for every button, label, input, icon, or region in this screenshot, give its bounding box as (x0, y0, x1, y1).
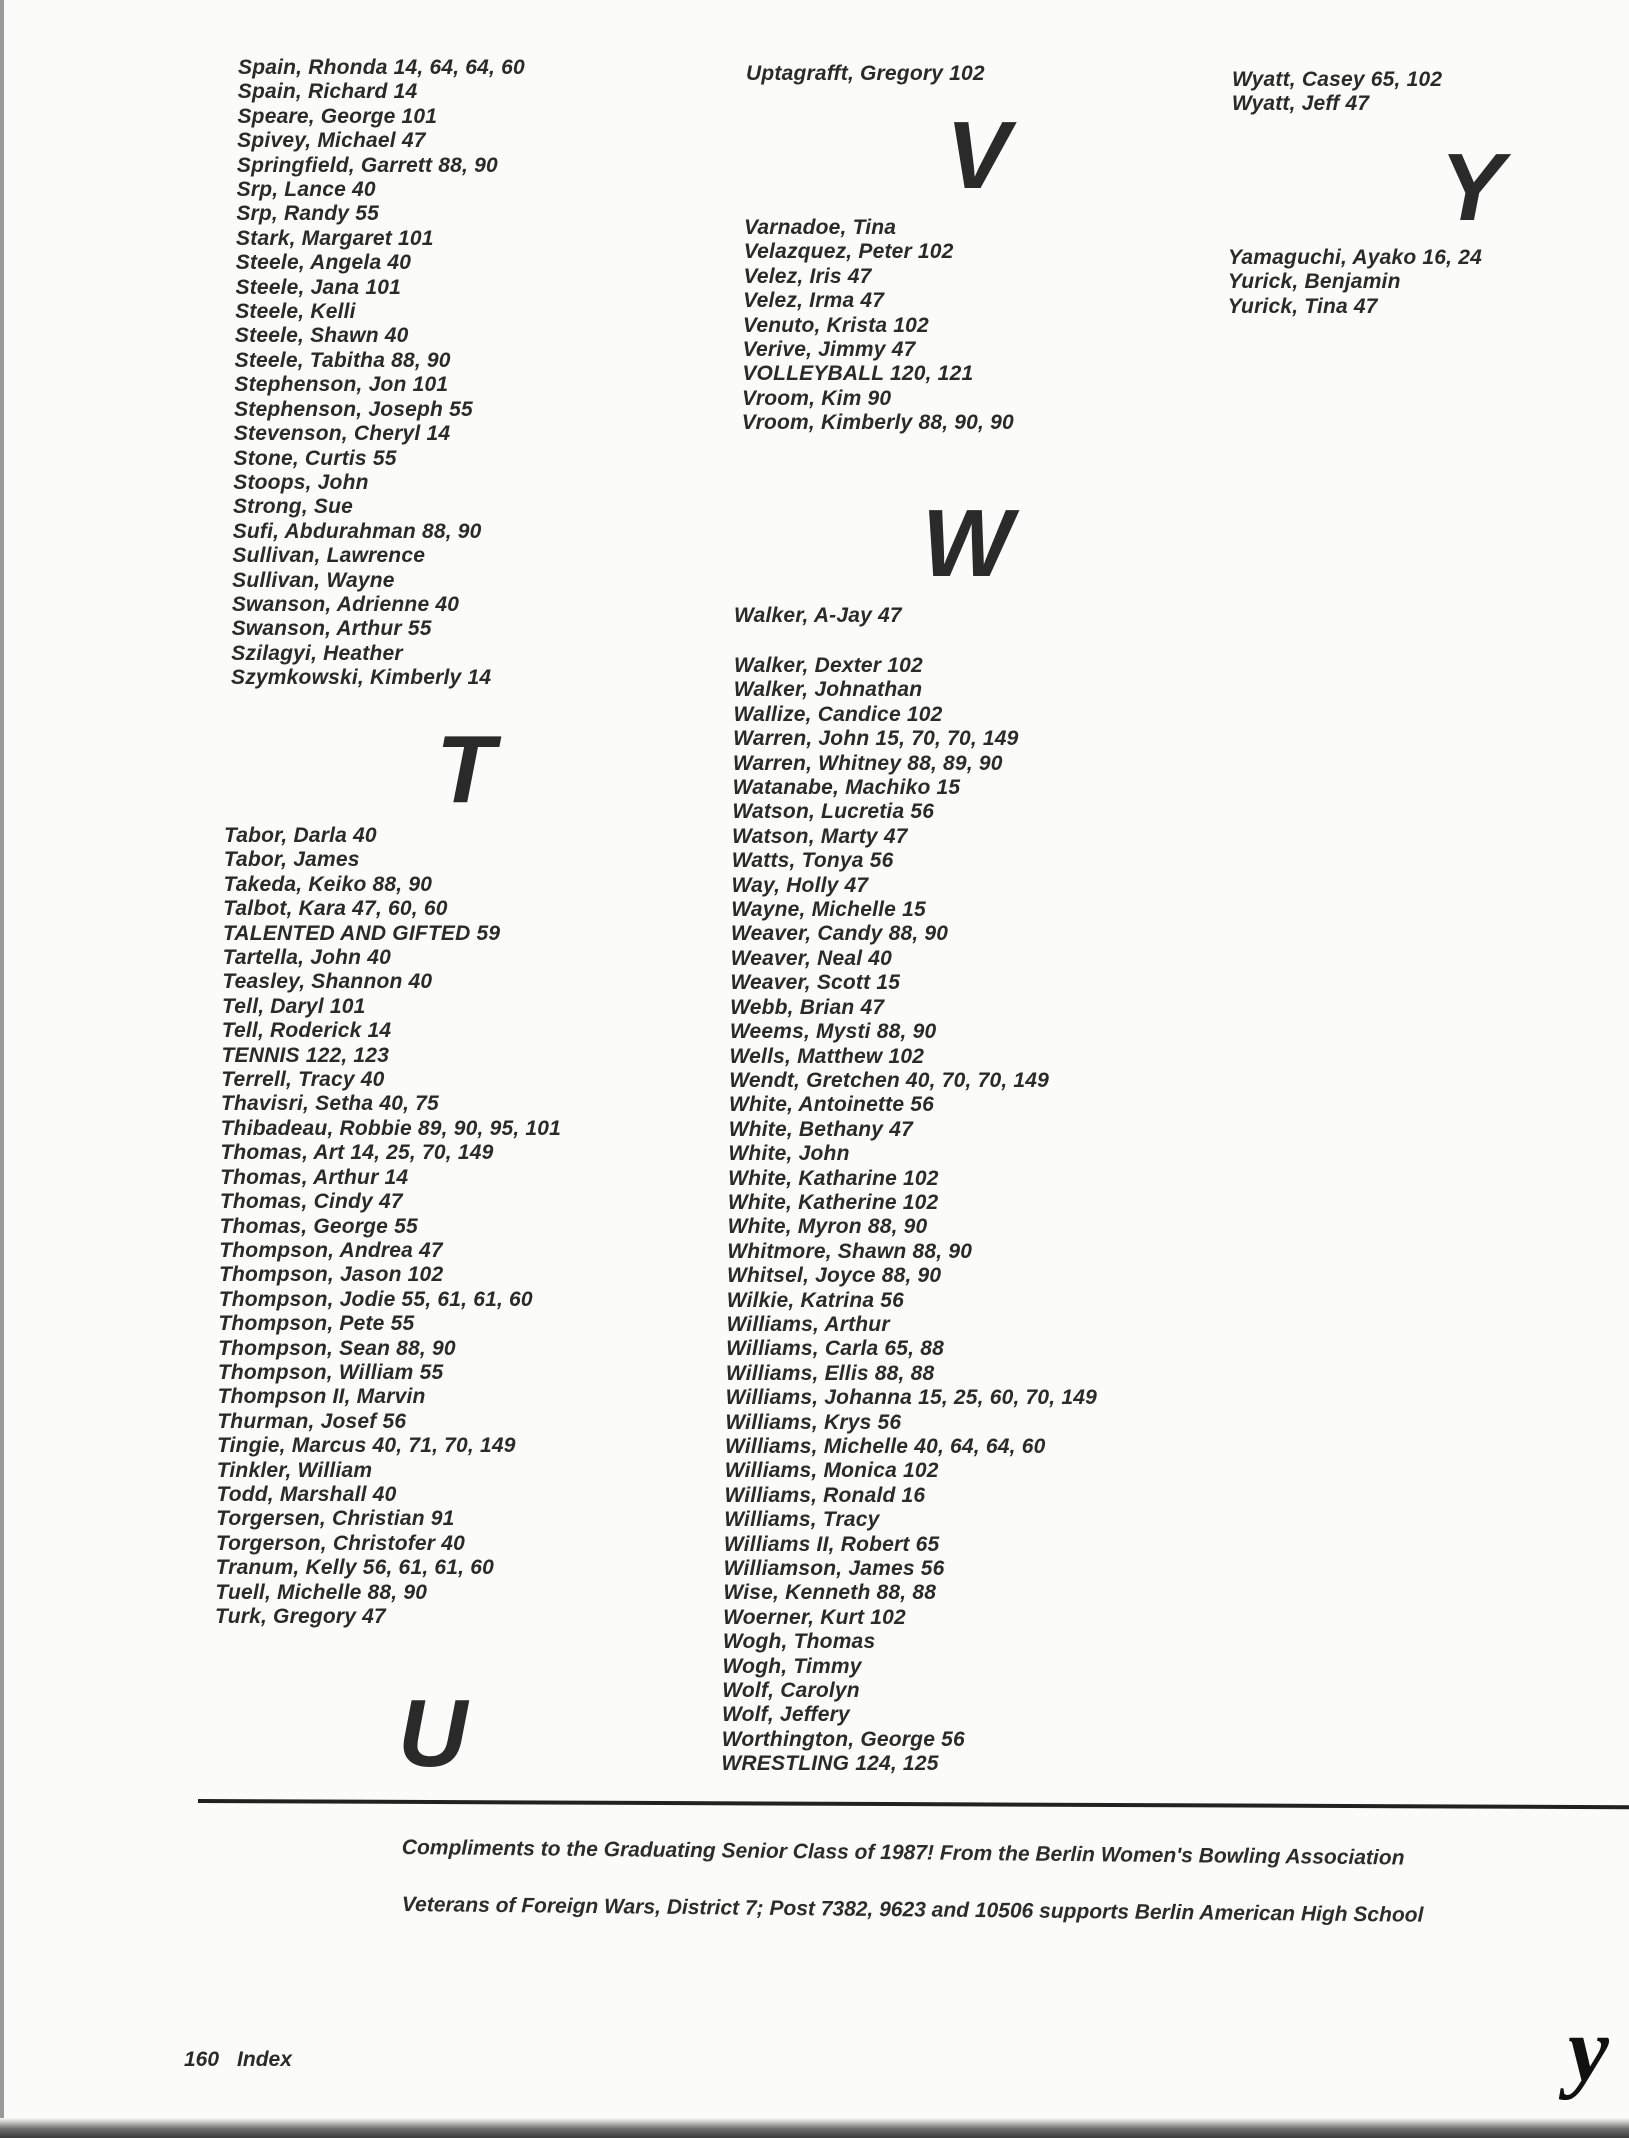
index-column-2-u (746, 62, 985, 86)
index-entry: Srp, Lance 40 (236, 178, 376, 202)
index-entry: Vroom, Kim 90 (742, 386, 892, 410)
index-entry: Wogh, Timmy (722, 1654, 862, 1678)
index-entry: Todd, Marshall 40 (216, 1482, 397, 1506)
page-number: 160 (184, 2048, 220, 2071)
index-entry: Stark, Margaret 101 (236, 226, 434, 250)
index-entry: Watts, Tonya 56 (731, 849, 894, 873)
footer-rule (198, 1799, 1629, 1809)
index-entry: Yurick, Benjamin (1227, 270, 1401, 294)
index-entry: White, Myron 88, 90 (727, 1215, 928, 1239)
index-entry: Williams, Michelle 40, 64, 64, 60 (725, 1435, 1046, 1458)
index-entry: Verive, Jimmy 47 (742, 338, 916, 362)
section-letter-y: Y (1440, 134, 1505, 241)
index-entry: Walker, Johnathan (733, 678, 923, 702)
index-entry: Wolf, Jeffery (721, 1703, 850, 1727)
index-entry: Watanabe, Machiko 15 (732, 776, 961, 800)
index-entry: White, John (728, 1142, 850, 1166)
index-entry: Steele, Shawn 40 (234, 324, 409, 348)
index-entry: Thavisri, Setha 40, 75 (220, 1092, 439, 1116)
index-entry: Venuto, Krista 102 (742, 313, 929, 337)
index-entry: Spain, Richard 14 (237, 80, 418, 104)
index-entry: Williams, Arthur (726, 1312, 890, 1336)
index-entry: Szymkowski, Kimberly 14 (231, 666, 492, 690)
index-entry: Thomas, Arthur 14 (220, 1165, 409, 1189)
index-entry: Steele, Angela 40 (235, 251, 412, 275)
section-letter-w: W (922, 490, 1013, 597)
index-entry: VOLLEYBALL 120, 121 (742, 362, 974, 386)
index-entry: White, Katherine 102 (727, 1190, 939, 1214)
index-entry: Williams, Ellis 88, 88 (725, 1361, 935, 1385)
index-entry: Thomas, Cindy 47 (219, 1190, 403, 1214)
index-entry: Yurick, Tina 47 (1227, 294, 1378, 318)
index-section-u (746, 62, 985, 86)
index-section-s (231, 56, 525, 691)
index-section-w-continued (1232, 68, 1442, 117)
page-bottom-edge (0, 2118, 1629, 2138)
index-entry: White, Antoinette 56 (728, 1093, 935, 1117)
index-entry: White, Katharine 102 (728, 1166, 939, 1190)
index-entry: Stephenson, Jon 101 (234, 373, 449, 397)
index-entry: Walker, A-Jay 47 (734, 604, 902, 627)
index-entry: Uptagrafft, Gregory 102 (746, 62, 985, 85)
index-entry: Springfield, Garrett 88, 90 (236, 153, 498, 177)
folio-section: Index (237, 2048, 292, 2071)
index-entry: Steele, Tabitha 88, 90 (234, 348, 451, 372)
index-entry: Woerner, Kurt 102 (723, 1605, 906, 1629)
index-entry: Yamaguchi, Ayako 16, 24 (1228, 246, 1482, 269)
index-entry: Williams, Monica 102 (724, 1459, 939, 1483)
index-section-w (721, 654, 1098, 1777)
index-entry: Vroom, Kimberly 88, 90, 90 (741, 411, 1014, 435)
index-entry: Weaver, Neal 40 (730, 946, 893, 970)
index-entry: Wyatt, Casey 65, 102 (1232, 68, 1443, 91)
index-entry: Velez, Irma 47 (743, 289, 885, 313)
index-entry: Stephenson, Joseph 55 (234, 397, 473, 421)
index-entry: Tabor, James (223, 848, 360, 872)
index-entry: Thompson, Sean 88, 90 (218, 1336, 456, 1360)
index-entry: Varnadoe, Tina (744, 216, 897, 239)
section-letter-u: U (398, 1680, 468, 1787)
index-entry: Watson, Marty 47 (732, 824, 908, 848)
index-column-2-v (741, 216, 1014, 436)
index-entry: Tell, Roderick 14 (221, 1019, 392, 1043)
index-column-2-w-first (734, 604, 902, 628)
index-entry: TENNIS 122, 123 (221, 1043, 390, 1067)
index-entry: Webb, Brian 47 (730, 995, 885, 1019)
index-entry: Williams, Carla 65, 88 (726, 1337, 944, 1361)
section-letter-t: T (436, 716, 495, 823)
index-entry: Stoops, John (233, 470, 369, 494)
index-entry: TALENTED AND GIFTED 59 (222, 921, 501, 945)
index-entry: Steele, Jana 101 (235, 275, 401, 299)
index-entry: Velazquez, Peter 102 (743, 240, 954, 264)
section-letter-v: V (946, 102, 1011, 209)
index-column-1 (231, 56, 525, 691)
index-entry: Thompson II, Marvin (217, 1385, 426, 1409)
index-entry: Swanson, Arthur 55 (231, 617, 432, 641)
index-entry: Williams, Johanna 15, 25, 60, 70, 149 (725, 1386, 1098, 1410)
index-entry: Swanson, Adrienne 40 (231, 592, 460, 616)
index-entry: Tartella, John 40 (222, 946, 391, 970)
index-entry: Weems, Mysti 88, 90 (729, 1020, 937, 1044)
index-section-y (1228, 246, 1482, 319)
index-entry: Srp, Randy 55 (236, 202, 379, 226)
footer-sponsor-note-1: Compliments to the Graduating Senior Class of 1987! From the Berlin Women's Bowling Association (401, 1836, 1405, 1870)
index-entry: Thomas, George 55 (219, 1214, 418, 1238)
index-entry: Tinkler, William (216, 1458, 373, 1482)
index-entry: Stone, Curtis 55 (233, 446, 397, 470)
index-entry: Watson, Lucretia 56 (732, 800, 935, 824)
index-entry: Way, Holly 47 (731, 873, 869, 897)
index-entry: WRESTLING 124, 125 (721, 1752, 939, 1776)
index-entry: Thibadeau, Robbie 89, 90, 95, 101 (220, 1116, 562, 1140)
index-entry: Williams, Tracy (724, 1508, 880, 1532)
index-entry: Wogh, Thomas (722, 1630, 876, 1654)
index-entry: Williams, Ronald 16 (724, 1483, 926, 1507)
index-entry: Torgerson, Christofer 40 (215, 1531, 465, 1555)
index-entry: Wells, Matthew 102 (729, 1044, 925, 1068)
index-entry: Thurman, Josef 56 (217, 1409, 407, 1433)
index-entry: Sullivan, Wayne (232, 568, 395, 592)
index-entry: Wallize, Candice 102 (733, 702, 943, 726)
index-entry: Teasley, Shannon 40 (222, 970, 433, 994)
index-entry: Wayne, Michelle 15 (731, 898, 926, 922)
yearbook-logo: y (1568, 1998, 1609, 2100)
index-entry: Tell, Daryl 101 (222, 994, 366, 1018)
index-entry: Thompson, William 55 (217, 1360, 444, 1384)
index-entry: Tabor, Darla 40 (224, 824, 377, 847)
index-column-2-w (721, 654, 1098, 1777)
index-entry: Williamson, James 56 (723, 1557, 945, 1581)
index-section-t (215, 824, 562, 1629)
index-entry: Wise, Kenneth 88, 88 (723, 1581, 937, 1605)
index-entry: Worthington, George 56 (721, 1727, 965, 1751)
index-entry: Thomas, Art 14, 25, 70, 149 (220, 1141, 494, 1165)
index-entry: Weaver, Scott 15 (730, 971, 901, 995)
index-entry: Wendt, Gretchen 40, 70, 70, 149 (729, 1068, 1050, 1092)
index-entry: Williams II, Robert 65 (723, 1532, 940, 1556)
index-entry: Warren, Whitney 88, 89, 90 (732, 751, 1003, 775)
index-entry: Whitmore, Shawn 88, 90 (727, 1239, 973, 1263)
page-folio (184, 2048, 292, 2072)
index-entry: Spain, Rhonda 14, 64, 64, 60 (238, 56, 525, 79)
index-section-v (741, 216, 1014, 436)
index-entry: Warren, John 15, 70, 70, 149 (733, 727, 1019, 751)
index-entry: Weaver, Candy 88, 90 (730, 922, 949, 946)
index-entry: Tuell, Michelle 88, 90 (215, 1580, 428, 1604)
index-entry: Thompson, Jason 102 (218, 1263, 444, 1287)
index-column-3-w (1232, 68, 1442, 117)
index-entry: Speare, George 101 (237, 104, 438, 128)
index-entry: Sullivan, Lawrence (232, 544, 426, 568)
index-entry: White, Bethany 47 (728, 1117, 913, 1141)
page-edge-shadow (0, 0, 4, 2138)
index-entry: Tranum, Kelly 56, 61, 61, 60 (215, 1556, 494, 1580)
index-entry: Williams, Krys 56 (725, 1410, 902, 1434)
index-entry: Turk, Gregory 47 (215, 1605, 386, 1628)
index-entry: Szilagyi, Heather (231, 641, 403, 665)
index-entry: Wilkie, Katrina 56 (726, 1288, 905, 1312)
index-entry: Talbot, Kara 47, 60, 60 (223, 897, 448, 921)
index-entry: Whitsel, Joyce 88, 90 (727, 1264, 942, 1288)
index-column-1-t (215, 824, 562, 1629)
index-entry: Spivey, Michael 47 (237, 129, 426, 153)
footer-sponsor-note-2: Veterans of Foreign Wars, District 7; Post 7382, 9623 and 10506 supports Berlin American High School (401, 1893, 1424, 1927)
index-entry: Wyatt, Jeff 47 (1231, 92, 1370, 116)
index-entry: Terrell, Tracy 40 (221, 1068, 385, 1092)
index-entry: Thompson, Jodie 55, 61, 61, 60 (218, 1287, 533, 1311)
index-entry: Takeda, Keiko 88, 90 (223, 872, 433, 896)
index-entry: Velez, Iris 47 (743, 264, 872, 288)
index-entry: Steele, Kelli (235, 300, 356, 324)
index-column-3-y (1228, 246, 1482, 319)
index-entry: Strong, Sue (232, 495, 354, 519)
index-entry: Tingie, Marcus 40, 71, 70, 149 (217, 1434, 516, 1458)
index-entry: Sufi, Abdurahman 88, 90 (232, 519, 482, 543)
index-entry: Stevenson, Cheryl 14 (233, 422, 451, 446)
index-entry: Thompson, Andrea 47 (219, 1238, 443, 1262)
index-entry: Walker, Dexter 102 (734, 654, 923, 677)
index-entry: Wolf, Carolyn (722, 1679, 860, 1703)
index-entry: Thompson, Pete 55 (218, 1312, 415, 1336)
index-entry: Torgersen, Christian 91 (216, 1507, 455, 1531)
